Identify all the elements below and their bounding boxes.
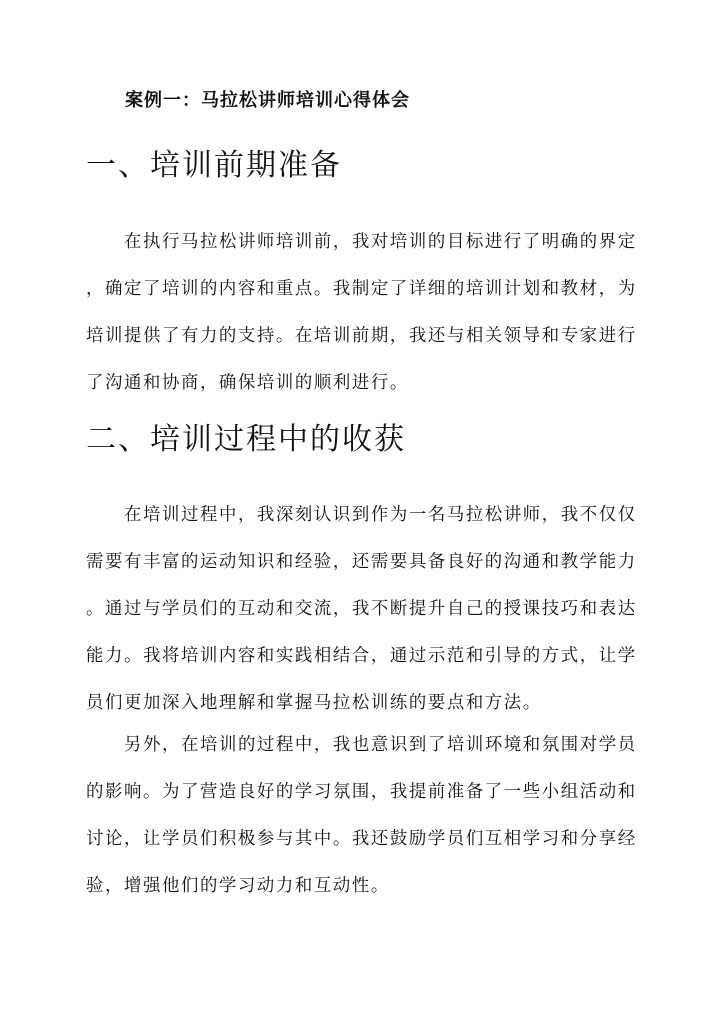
section-2-paragraph-2 — [86, 722, 637, 910]
section-heading-2: 二、培训过程中的收获 — [86, 422, 406, 457]
paragraph-line: 。通过与学员们的互动和交流，我不断提升自己的授课技巧和表达 — [86, 599, 637, 619]
paragraph-line: 验，增强他们的学习动力和互动性。 — [86, 876, 390, 896]
paragraph-line: 在执行马拉松讲师培训前，我对培训的目标进行了明确的界定 — [124, 232, 637, 252]
paragraph-line: 能力。我将培训内容和实践相结合，通过示范和引导的方式，让学 — [86, 646, 637, 666]
paragraph-line: 需要有丰富的运动知识和经验，还需要具备良好的沟通和教学能力 — [86, 552, 637, 572]
document-title: 案例一：马拉松讲师培训心得体会 — [125, 90, 410, 111]
paragraph-line: 员们更加深入地理解和掌握马拉松训练的要点和方法。 — [86, 693, 542, 713]
paragraph-line: ，确定了培训的内容和重点。我制定了详细的培训计划和教材，为 — [86, 279, 637, 299]
paragraph-line: 讨论，让学员们积极参与其中。我还鼓励学员们互相学习和分享经 — [86, 829, 637, 849]
paragraph-line: 另外，在培训的过程中，我也意识到了培训环境和氛围对学员 — [124, 735, 637, 755]
section-heading-1: 一、培训前期准备 — [86, 148, 342, 183]
paragraph-line: 培训提供了有力的支持。在培训前期，我还与相关领导和专家进行 — [86, 326, 637, 346]
section-1-paragraph-1 — [86, 219, 637, 407]
section-2-paragraph-1 — [86, 492, 637, 727]
paragraph-line: 在培训过程中，我深刻认识到作为一名马拉松讲师，我不仅仅 — [124, 505, 637, 525]
paragraph-line: 的影响。为了营造良好的学习氛围，我提前准备了一些小组活动和 — [86, 782, 637, 802]
paragraph-line: 了沟通和协商，确保培训的顺利进行。 — [86, 373, 409, 393]
